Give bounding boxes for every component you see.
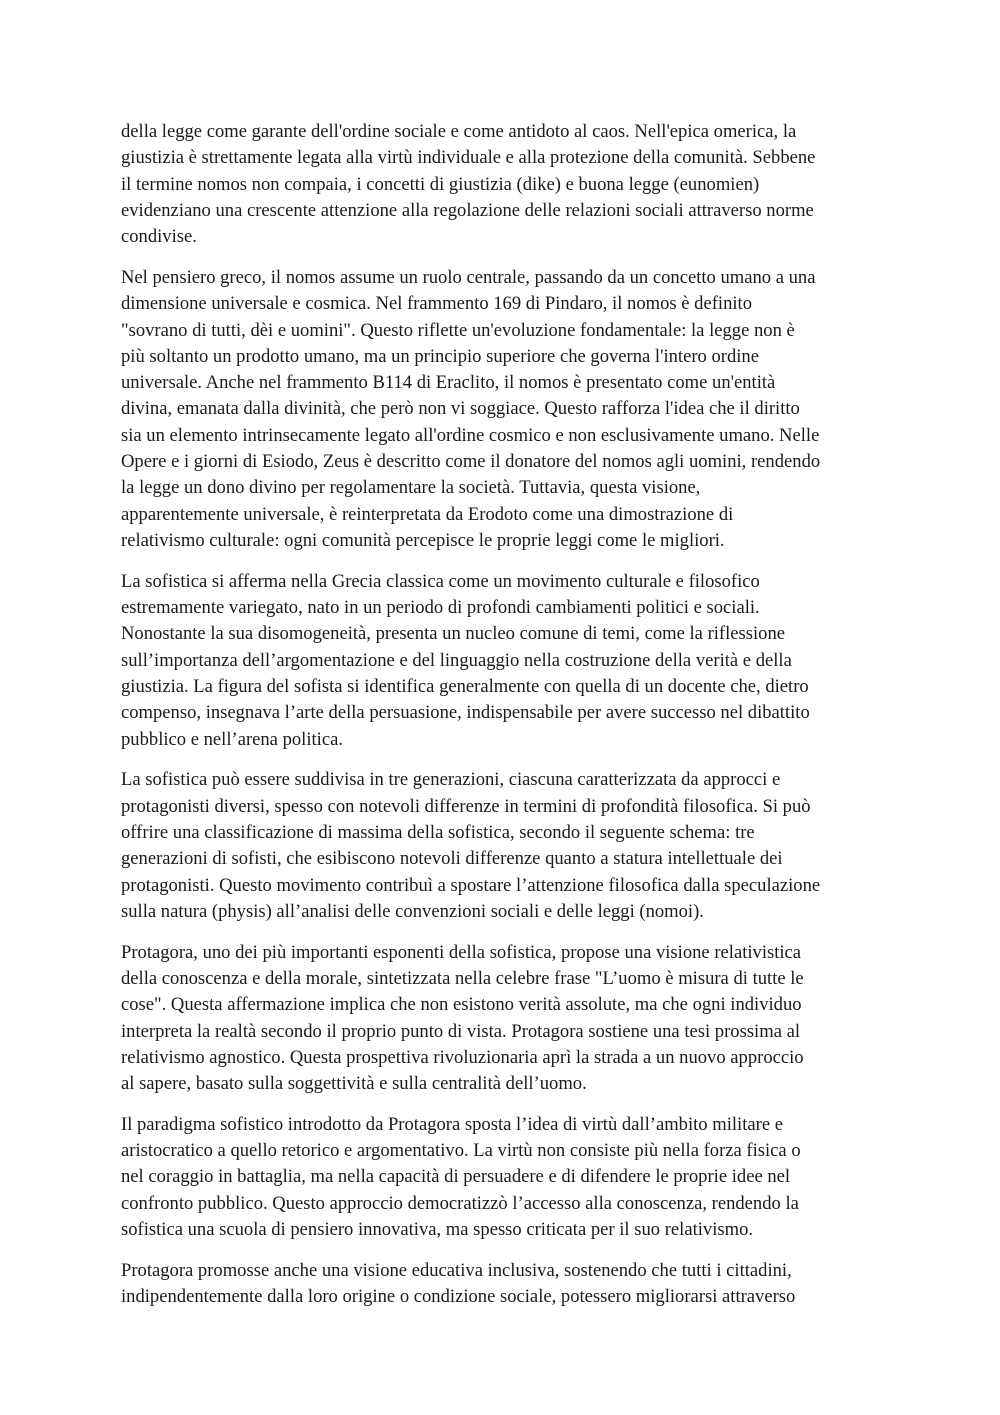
text-line: dimensione universale e cosmica. Nel frammento 169 di Pindaro, il nomos è definito (121, 293, 753, 315)
text-line: indipendentemente dalla loro origine o condizione sociale, potessero migliorarsi attraverso (121, 1286, 796, 1308)
text-line: La sofistica può essere suddivisa in tre generazioni, ciascuna caratterizzata da approcci e (121, 769, 781, 791)
text-line: estremamente variegato, nato in un periodo di profondi cambiamenti politici e sociali. (121, 597, 760, 619)
text-line: confronto pubblico. Questo approccio democratizzò l’accesso alla conoscenza, rendendo la (121, 1192, 799, 1214)
text-line: La sofistica si afferma nella Grecia classica come un movimento culturale e filosofico (121, 570, 760, 592)
text-line: sull’importanza dell’argomentazione e del linguaggio nella costruzione della verità e della (121, 649, 792, 671)
text-line: "sovrano di tutti, dèi e uomini". Questo riflette un'evoluzione fondamentale: la legge non è (121, 319, 795, 341)
text-line: relativismo agnostico. Questa prospettiva rivoluzionaria aprì la strada a un nuovo approccio (121, 1046, 804, 1068)
text-line: sulla natura (physis) all’analisi delle convenzioni sociali e delle leggi (nomoi). (121, 900, 704, 922)
text-line: sia un elemento intrinsecamente legato all'ordine cosmico e non esclusivamente umano. Nelle (121, 424, 820, 446)
text-line: al sapere, basato sulla soggettività e sulla centralità dell’uomo. (121, 1073, 587, 1095)
text-line: aristocratico a quello retorico e argomentativo. La virtù non consiste più nella forza fisica o (121, 1140, 801, 1162)
paragraph (121, 265, 883, 554)
text-line: Nonostante la sua disomogeneità, presenta un nucleo comune di temi, come la riflessione (121, 623, 786, 645)
text-line: generazioni di sofisti, che esibiscono notevoli differenze quanto a statura intellettuale dei (121, 848, 783, 870)
text-line: relativismo culturale: ogni comunità percepisce le proprie leggi come le migliori. (121, 529, 725, 551)
text-line: compenso, insegnava l’arte della persuasione, indispensabile per avere successo nel dibattito (121, 702, 810, 724)
text-line: universale. Anche nel frammento B114 di Eraclito, il nomos è presentato come un'entità (121, 372, 776, 394)
text-line: cose". Questa affermazione implica che non esistono verità assolute, ma che ogni individuo (121, 994, 802, 1016)
text-line: nel coraggio in battaglia, ma nella capacità di persuadere e di difendere le proprie idee nel (121, 1166, 791, 1188)
text-line: condivise. (121, 226, 197, 248)
document-body (121, 119, 883, 1325)
text-line: offrire una classificazione di massima della sofistica, secondo il seguente schema: tre (121, 821, 755, 843)
text-line: della legge come garante dell'ordine sociale e come antidoto al caos. Nell'epica omerica, la (121, 121, 797, 142)
paragraph (121, 940, 883, 1098)
text-line: protagonisti diversi, spesso con notevoli differenze in termini di profondità filosofica. Si può (121, 795, 811, 817)
paragraph (121, 1258, 883, 1311)
paragraph (121, 1112, 883, 1243)
text-line: Opere e i giorni di Esiodo, Zeus è descritto come il donatore del nomos agli uomini, rendendo (121, 451, 821, 473)
text-line: sofistica una scuola di pensiero innovativa, ma spesso criticata per il suo relativismo. (121, 1219, 754, 1241)
text-line: più soltanto un prodotto umano, ma un principio superiore che governa l'intero ordine (121, 345, 759, 367)
text-line: giustizia è strettamente legata alla virtù individuale e alla protezione della comunità. Sebbene (121, 147, 816, 169)
text-line: evidenziano una crescente attenzione alla regolazione delle relazioni sociali attraverso norme (121, 199, 814, 221)
paragraph (121, 119, 883, 250)
text-line: divina, emanata dalla divinità, che però non vi soggiace. Questo rafforza l'idea che il diritto (121, 398, 800, 420)
text-line: Il paradigma sofistico introdotto da Protagora sposta l’idea di virtù dall’ambito militare e (121, 1113, 783, 1135)
text-line: apparentemente universale, è reinterpretata da Erodoto come una dimostrazione di (121, 503, 734, 525)
text-line: Protagora promosse anche una visione educativa inclusiva, sostenendo che tutti i cittadini, (121, 1259, 792, 1281)
paragraph (121, 569, 883, 753)
text-line: il termine nomos non compaia, i concetti di giustizia (dike) e buona legge (eunomien) (121, 173, 760, 195)
paragraph (121, 767, 883, 925)
text-line: la legge un dono divino per regolamentare la società. Tuttavia, questa visione, (121, 477, 701, 499)
text-line: della conoscenza e della morale, sintetizzata nella celebre frase "L’uomo è misura di tutte le (121, 967, 804, 989)
text-line: interpreta la realtà secondo il proprio punto di vista. Protagora sostiene una tesi prossima al (121, 1020, 801, 1042)
text-line: Protagora, uno dei più importanti esponenti della sofistica, propose una visione relativistica (121, 941, 802, 963)
text-line: giustizia. La figura del sofista si identifica generalmente con quella di un docente che, dietro (121, 675, 809, 697)
text-line: protagonisti. Questo movimento contribuì a spostare l’attenzione filosofica dalla speculazione (121, 874, 821, 896)
text-line: Nel pensiero greco, il nomos assume un ruolo centrale, passando da un concetto umano a una (121, 266, 816, 288)
text-line: pubblico e nell’arena politica. (121, 728, 343, 750)
